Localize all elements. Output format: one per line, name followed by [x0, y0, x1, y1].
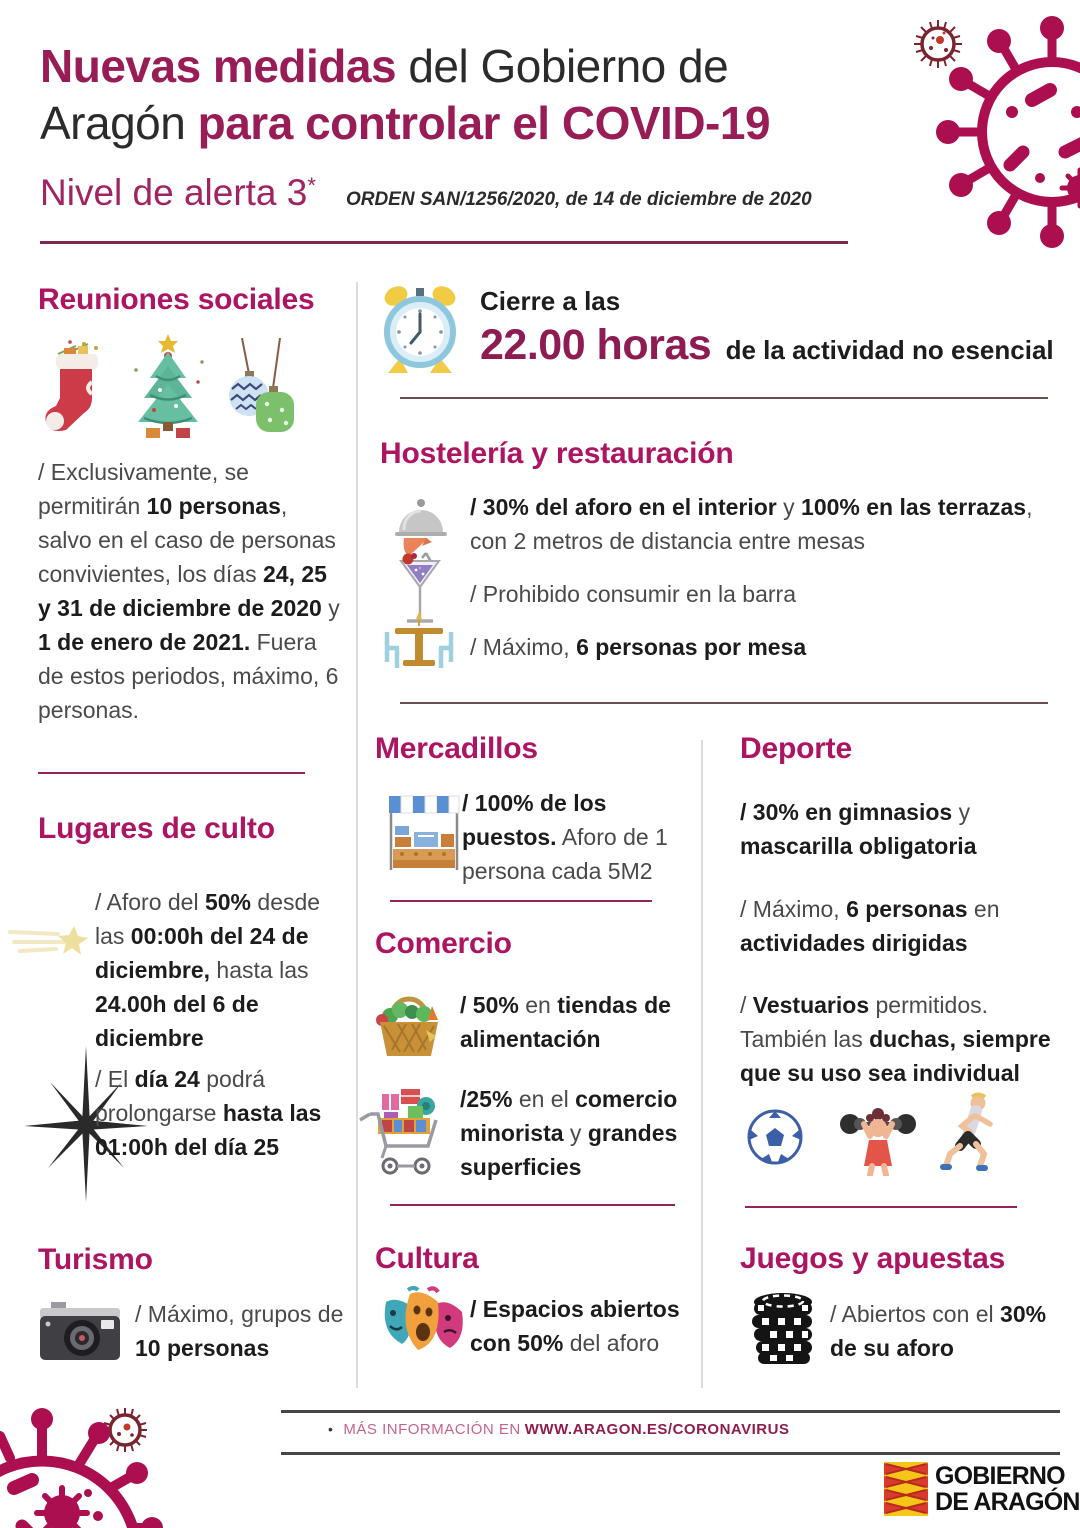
footer-divider-top	[281, 1410, 1060, 1413]
footer-info-url[interactable]: WWW.ARAGON.ES/CORONAVIRUS	[524, 1421, 790, 1438]
closure-banner	[480, 286, 1054, 370]
footer-info	[328, 1421, 789, 1438]
table-chairs-icon	[380, 612, 458, 674]
food-basket-icon	[372, 990, 446, 1060]
divider	[390, 1204, 675, 1206]
title-line-1: Nuevas medidas del Gobierno de	[40, 40, 729, 92]
hosteleria-item-1: / 30% del aforo en el interior y 100% en las terrazas, con 2 metros de distancia entre mesas	[470, 494, 1033, 554]
soccer-ball-icon	[746, 1108, 804, 1166]
gobierno-aragon-logo	[884, 1462, 1080, 1516]
bullet-icon: •	[328, 1421, 334, 1437]
shopping-cart-icon	[356, 1084, 450, 1180]
virus-illustration-top-right	[880, 0, 1080, 255]
alert-level-row	[40, 172, 812, 214]
footer-divider-bottom	[281, 1452, 1060, 1455]
section-title-hosteleria: Hostelería y restauración	[380, 437, 734, 470]
divider	[38, 772, 305, 774]
section-title-deporte: Deporte	[740, 732, 852, 765]
deporte-item-2: / Máximo, 6 personas en actividades dirigidas	[740, 896, 1000, 956]
comercio-item-2: /25% en el comercio minorista y grandes superficies	[460, 1086, 678, 1180]
turismo-item-1: / Máximo, grupos de 10 personas	[135, 1301, 344, 1361]
order-reference: ORDEN SAN/1256/2020, de 14 de diciembre de 2020	[345, 189, 812, 210]
footer-info-label: MÁS INFORMACIÓN EN	[343, 1421, 521, 1438]
logo-line-1: GOBIERNO	[935, 1462, 1065, 1490]
section-title-turismo: Turismo	[38, 1243, 153, 1276]
section-title-reuniones: Reuniones sociales	[38, 283, 315, 316]
lugares-item-1: / Aforo del 50% desde las 00:00h del 24 de diciembre, hasta las 24.00h del 6 de diciembre	[95, 889, 321, 1051]
camera-icon	[38, 1298, 122, 1362]
closure-rest: de la actividad no esencial	[725, 335, 1054, 365]
divider	[400, 397, 1048, 399]
column-separator	[356, 282, 358, 1388]
shooting-star-icon	[8, 922, 96, 958]
lugares-item-2: / El día 24 podrá prolongarse hasta las 01:00h del día 25	[95, 1066, 322, 1160]
alert-asterisk: *	[307, 173, 316, 198]
section-title-cultura: Cultura	[375, 1242, 479, 1275]
closure-intro: Cierre a las	[480, 286, 621, 316]
alert-level: Nivel de alerta 3	[40, 172, 308, 213]
section-title-lugares: Lugares de culto	[38, 812, 275, 845]
small-virus-icon	[914, 20, 962, 68]
market-stall-icon	[384, 790, 464, 874]
christmas-tree-icon	[126, 332, 210, 440]
reuniones-body: / Exclusivamente, se permitirán 10 personas, salvo en el caso de personas convivientes, los días 24, 25 y 31 de diciembre de 2020 y 1 de enero de 2021. Fuera de estos periodos, máximo, 6 personas.	[38, 459, 340, 723]
christmas-baubles-icon	[220, 338, 300, 438]
deporte-item-3: / Vestuarios permitidos. También las duchas, siempre que su uso sea individual	[740, 992, 1051, 1086]
column-separator	[701, 740, 703, 1388]
theater-masks-icon	[378, 1286, 468, 1360]
mercadillos-item-1: / 100% de los puestos. Aforo de 1 persona cada 5M2	[462, 790, 668, 884]
hosteleria-item-3: / Máximo, 6 personas por mesa	[470, 634, 807, 660]
hosteleria-item-2: / Prohibido consumir en la barra	[470, 581, 796, 607]
divider	[400, 702, 1048, 704]
section-title-mercadillos: Mercadillos	[375, 732, 538, 765]
alarm-clock-icon	[378, 280, 462, 374]
section-title-juegos: Juegos y apuestas	[740, 1242, 1006, 1275]
juegos-item-1: / Abiertos con el 30% de su aforo	[830, 1301, 1047, 1361]
christmas-stocking-icon	[40, 336, 112, 436]
deporte-item-1: / 30% en gimnasios y mascarilla obligatoria	[740, 799, 977, 859]
page-title	[40, 38, 870, 152]
comercio-item-1: / 50% en tiendas de alimentación	[460, 992, 671, 1052]
logo-line-2: DE ARAGÓN	[935, 1488, 1080, 1516]
virus-illustration-bottom-left	[0, 1388, 235, 1528]
cultura-item-1: / Espacios abiertos con 50% del aforo	[470, 1296, 680, 1356]
poker-chips-icon	[748, 1288, 818, 1366]
small-virus-icon	[103, 1408, 147, 1452]
divider	[390, 900, 652, 902]
section-title-comercio: Comercio	[375, 927, 512, 960]
runner-icon	[938, 1092, 1000, 1176]
closure-time: 22.00 horas	[480, 321, 712, 369]
weightlifting-icon	[836, 1100, 920, 1176]
header-divider	[40, 241, 848, 244]
aragon-flag-icon	[884, 1462, 928, 1516]
logo-text	[935, 1463, 1080, 1515]
title-line-2: Aragón para controlar el COVID-19	[40, 97, 771, 149]
serving-cloche-icon	[392, 490, 450, 560]
divider	[745, 1206, 1017, 1208]
